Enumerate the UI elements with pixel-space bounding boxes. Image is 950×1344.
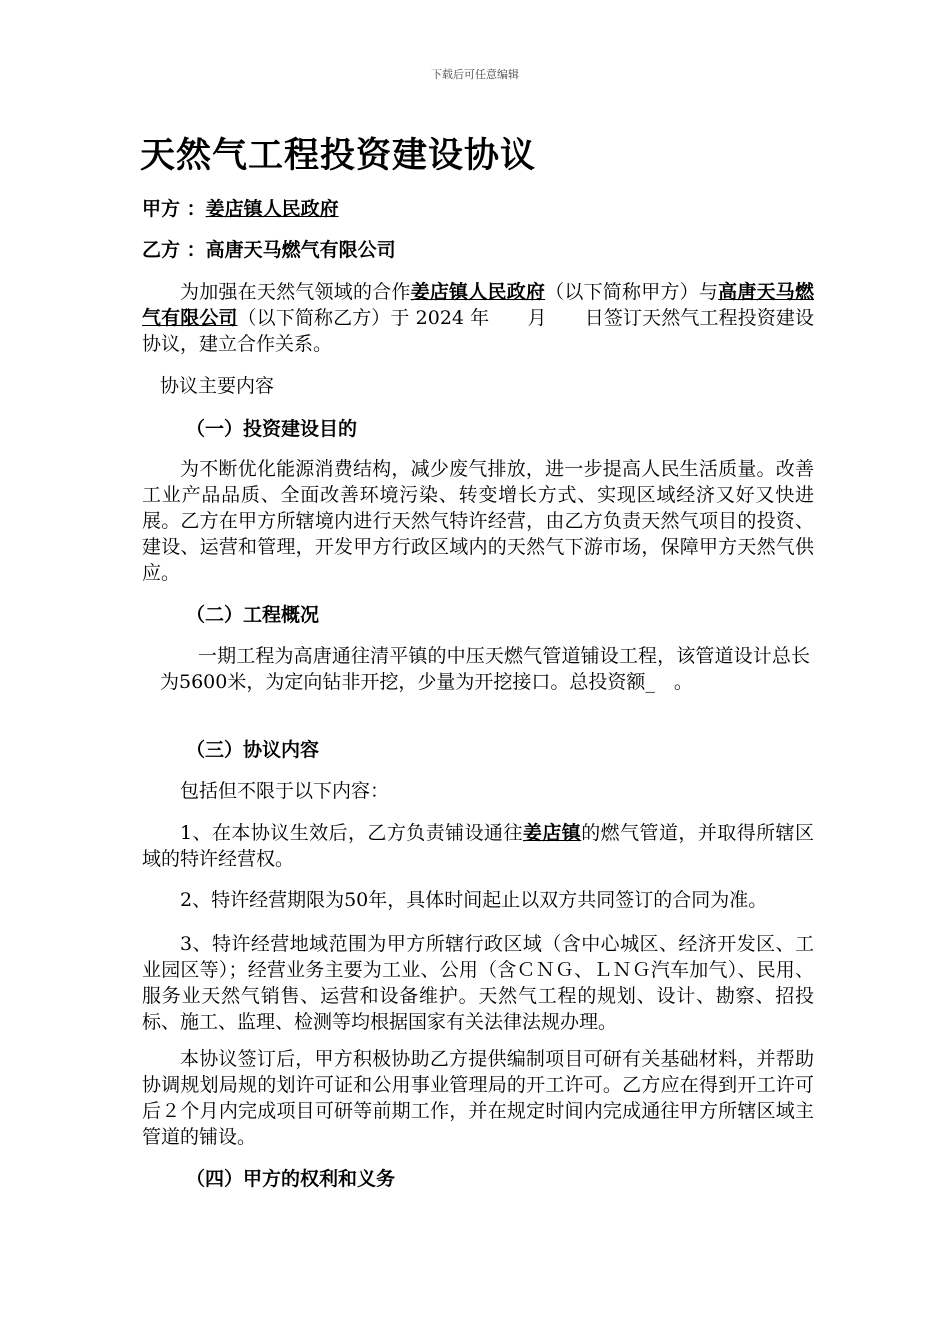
main-content-label: 协议主要内容 — [160, 375, 275, 397]
section-1-heading: （一）投资建设目的 — [186, 418, 358, 440]
party-a-label: 甲方 ： — [142, 198, 206, 220]
section-3-intro: 包括但不限于以下内容： — [180, 780, 390, 802]
section-3-item-2: 2、特许经营期限为50年，具体时间起止以双方共同签订的合同为准。 — [180, 889, 768, 911]
party-b-name: 高唐天马燃气有限公司 — [205, 239, 396, 261]
section-3-item-3: 3、特许经营地域范围为甲方所辖行政区域（含中心城区、经济开发区、工业园区等）；经营业务主要为工业、公用（含ＣＮＧ、ＬＮＧ汽车加气）、民用、服务业天然气销售、运营和设备维护。天然气工程的规划、设计、勘察、招投标、施工、监理、检测等均根据国家有关法律法规办理。 — [142, 933, 814, 1033]
header-note: 下载后可任意编辑 — [431, 68, 519, 81]
section-1-text: 为不断优化能源消费结构，减少废气排放，进一步提高人民生活质量。改善工业产品品质、全面改善环境污染、转变增长方式、实现区域经济又好又快进展。乙方在甲方所辖境内进行天然气特许经营，由乙方负责天然气项目的投资、建设、运营和管理，开发甲方行政区域内的天然气下游市场，保障甲方天然气供应。 — [142, 458, 814, 584]
party-a-name: 姜店镇人民政府 — [205, 198, 339, 220]
intro-party-a: 姜店镇人民政府 — [410, 281, 546, 303]
intro-text-3: （以下简称乙方）于 2024 年 月 日签订天然气工程投资建设协议，建立合作关系。 — [142, 307, 814, 355]
section-4-heading: （四）甲方的权利和义务 — [186, 1168, 396, 1190]
intro-paragraph — [142, 279, 814, 357]
intro-text-1: 为加强在天然气领域的合作 — [180, 281, 411, 303]
section-3-heading: （三）协议内容 — [186, 739, 320, 761]
item-1-text-a: 1、在本协议生效后，乙方负责铺设通往 — [180, 822, 523, 844]
party-a-line — [142, 194, 339, 221]
section-3-paragraph-4: 本协议签订后，甲方积极协助乙方提供编制项目可研有关基础材料，并帮助协调规划局规的划许可证和公用事业管理局的开工许可。乙方应在得到开工许可后２个月内完成项目可研等前期工作，并在规定时间内完成通往甲方所辖区域主管道的铺设。 — [142, 1048, 814, 1148]
section-3-item-1 — [142, 820, 814, 872]
intro-party-b: 高唐天马燃气有限公司 — [142, 281, 814, 329]
party-b-line — [142, 235, 396, 262]
item-1-text-b: 的燃气管道，并取得所辖区域的特许经营权。 — [142, 822, 814, 870]
item-1-town: 姜店镇 — [522, 822, 582, 844]
intro-text-2: （以下简称甲方）与 — [545, 281, 719, 303]
document-title: 天然气工程投资建设协议 — [140, 136, 537, 176]
section-2-text: 一期工程为高唐通往清平镇的中压天燃气管道铺设工程，该管道设计总长为5600米，为定向钻非开挖，少量为开挖接口。总投资额_ 。 — [160, 645, 810, 693]
section-2-heading: （二）工程概况 — [186, 604, 320, 626]
party-b-label: 乙方 ： — [142, 239, 206, 261]
